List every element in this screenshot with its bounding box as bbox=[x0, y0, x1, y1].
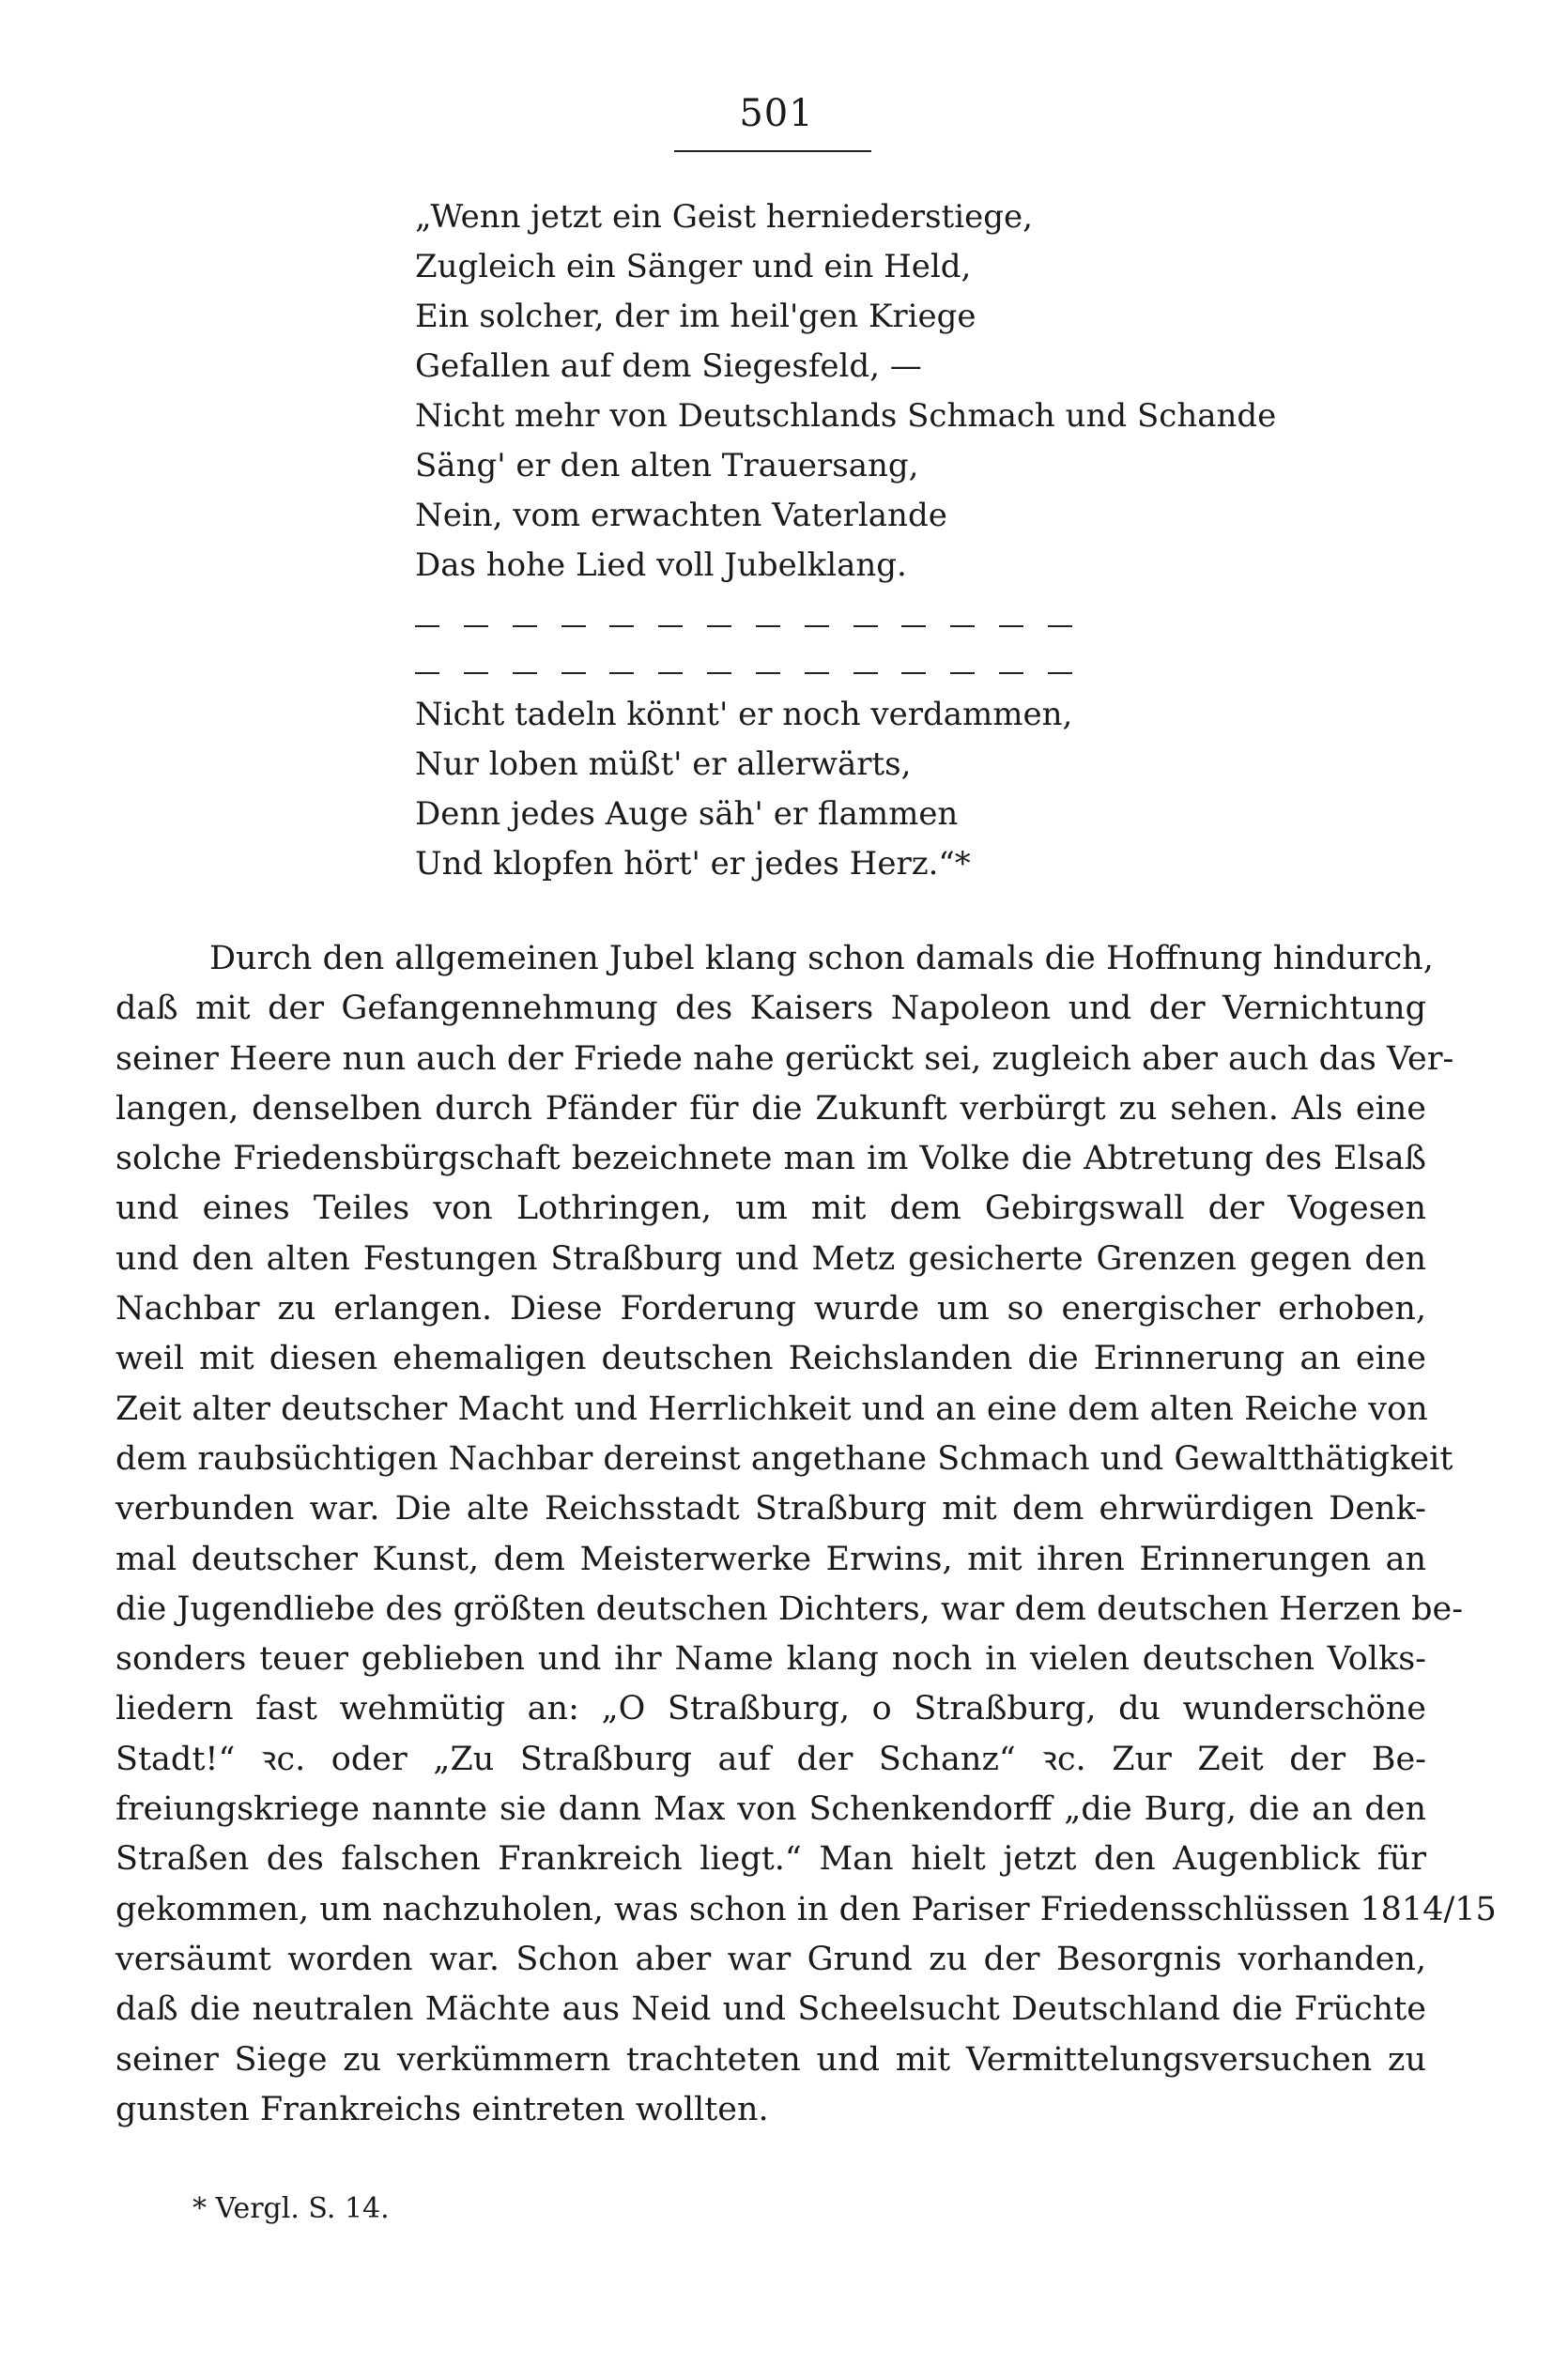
text-line: daß mit der Gefangennehmung des Kaisers Napoleon und der Vernichtung bbox=[115, 990, 1426, 1028]
text-line: und den alten Festungen Straßburg und Metz gesicherte Grenzen gegen den bbox=[115, 1239, 1426, 1278]
poem-line: Das hohe Lied voll Jubelklang. bbox=[415, 546, 907, 584]
text-line: gunsten Frankreichs eintreten wollten. bbox=[115, 2090, 769, 2128]
page-number: 501 bbox=[739, 92, 814, 135]
text-line: Stadt!“ ꝛc. oder „Zu Straßburg auf der Schanz“ ꝛc. Zur Zeit der Be- bbox=[115, 1740, 1426, 1778]
poem-stanza-1 bbox=[415, 192, 1277, 591]
header-rule bbox=[674, 150, 871, 152]
poem-line: Nur loben müßt' er allerwärts, bbox=[415, 745, 912, 783]
poem-line: Denn jedes Auge säh' er flammen bbox=[415, 795, 959, 833]
poem-line: Zugleich ein Sänger und ein Held, bbox=[415, 248, 972, 285]
text-line: seiner Siege zu verkümmern trachteten und mit Vermittelungsversuchen zu bbox=[115, 2040, 1426, 2079]
text-line: verbunden war. Die alte Reichsstadt Straßburg mit dem ehrwürdigen Denk- bbox=[115, 1490, 1426, 1528]
text-line: Durch den allgemeinen Jubel klang schon damals die Hoffnung hindurch, bbox=[209, 940, 1434, 977]
text-line: sonders teuer geblieben und ihr Name klang noch in vielen deutschen Volks- bbox=[115, 1640, 1426, 1679]
text-line: freiungskriege nannte sie dann Max von Schenkendorff „die Burg, die an den bbox=[115, 1790, 1426, 1829]
text-line: dem raubsüchtigen Nachbar dereinst angethane Schmach und Gewaltthätigkeit bbox=[115, 1439, 1453, 1478]
text-line: gekommen, um nachzuholen, was schon in den Pariser Friedensschlüssen 1814/15 bbox=[115, 1890, 1497, 1928]
text-line: die Jugendliebe des größten deutschen Dichters, war dem deutschen Herzen be- bbox=[115, 1589, 1464, 1628]
poem-line: Und klopfen hört' er jedes Herz.“* bbox=[415, 845, 971, 883]
poem-line: Nein, vom erwachten Vaterlande bbox=[415, 497, 947, 534]
ellipsis-dash-row bbox=[415, 672, 1072, 674]
text-line: langen, denselben durch Pfänder für die Zukunft verbürgt zu sehen. Als eine bbox=[115, 1089, 1426, 1128]
poem-line: Nicht mehr von Deutschlands Schmach und Schande bbox=[415, 397, 1277, 435]
poem-line: Gefallen auf dem Siegesfeld, — bbox=[415, 347, 922, 385]
poem-stanza-2 bbox=[415, 690, 1166, 889]
ellipsis-dash-row bbox=[415, 625, 1072, 627]
text-line: daß die neutralen Mächte aus Neid und Scheelsucht Deutschland die Früchte bbox=[115, 1990, 1426, 2029]
footnote: * Vergl. S. 14. bbox=[192, 2192, 390, 2225]
prose-paragraph bbox=[115, 934, 1497, 2135]
text-line: versäumt worden war. Schon aber war Grund zu der Besorgnis vorhanden, bbox=[115, 1940, 1426, 1978]
text-line: liedern fast wehmütig an: „O Straßburg, o Straßburg, du wunderschöne bbox=[115, 1690, 1426, 1728]
text-line: Nachbar zu erlangen. Diese Forderung wurde um so energischer erhoben, bbox=[115, 1290, 1426, 1328]
text-line: Zeit alter deutscher Macht und Herrlichkeit und an eine dem alten Reiche von bbox=[115, 1390, 1428, 1428]
text-line: mal deutscher Kunst, dem Meisterwerke Erwins, mit ihren Erinnerungen an bbox=[115, 1540, 1426, 1578]
text-line: weil mit diesen ehemaligen deutschen Reichslanden die Erinnerung an eine bbox=[115, 1340, 1426, 1378]
poem-line: „Wenn jetzt ein Geist herniederstiege, bbox=[415, 198, 1033, 236]
poem-line: Nicht tadeln könnt' er noch verdammen, bbox=[415, 696, 1073, 733]
text-line: und eines Teiles von Lothringen, um mit dem Gebirgswall der Vogesen bbox=[115, 1190, 1426, 1228]
text-line: seiner Heere nun auch der Friede nahe gerückt sei, zugleich aber auch das Ver- bbox=[115, 1039, 1454, 1078]
text-line: solche Friedensbürgschaft bezeichnete man im Volke die Abtretung des Elsaß bbox=[115, 1140, 1426, 1178]
poem-line: Säng' er den alten Trauersang, bbox=[415, 447, 919, 484]
text-line: Straßen des falschen Frankreich liegt.“ Man hielt jetzt den Augenblick für bbox=[115, 1840, 1426, 1879]
poem-line: Ein solcher, der im heil'gen Kriege bbox=[415, 298, 976, 335]
